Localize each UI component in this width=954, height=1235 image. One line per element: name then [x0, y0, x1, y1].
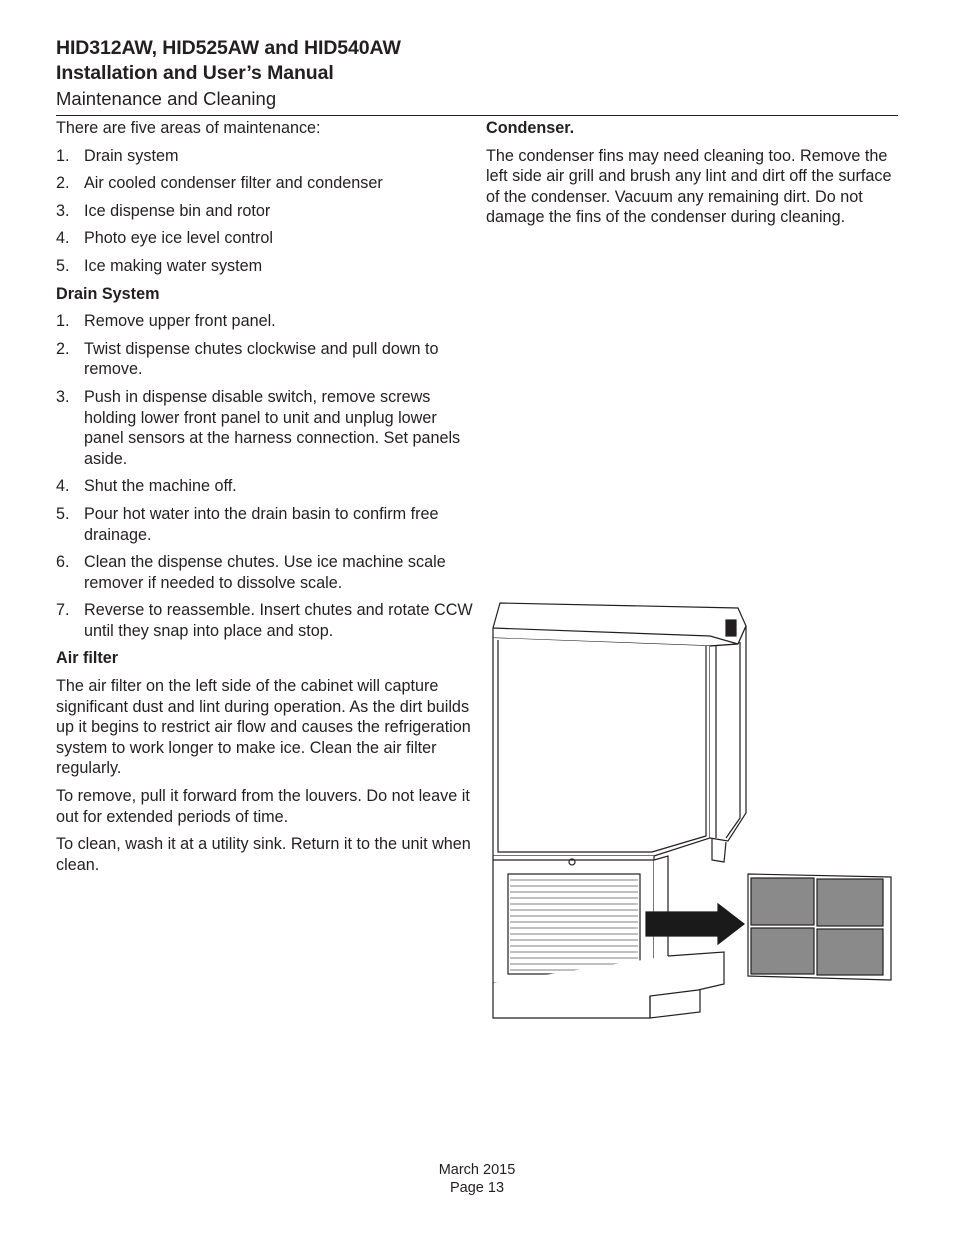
- footer-date: March 2015: [438, 1162, 516, 1178]
- air-filter-paragraph-2: To remove, pull it forward from the louvers. Do not leave it out for extended periods of time.: [56, 787, 470, 826]
- drain-system-heading: Drain System: [56, 284, 160, 303]
- page-header: [56, 36, 898, 112]
- list-item: 1. Remove upper front panel.: [56, 312, 276, 331]
- list-item: 4. Photo eye ice level control: [56, 229, 273, 248]
- list-item: 3. Ice dispense bin and rotor: [56, 201, 271, 220]
- drain-steps-list: [56, 311, 474, 641]
- list-item: 2. Air cooled condenser filter and condenser: [56, 174, 383, 193]
- list-item: 5. Ice making water system: [56, 256, 263, 275]
- list-item: 6. Clean the dispense chutes. Use ice machine scale remover if needed to dissolve scale.: [56, 553, 446, 592]
- list-item: 1. Drain system: [56, 146, 179, 165]
- header-divider: [56, 115, 898, 116]
- maintenance-intro: There are five areas of maintenance:: [56, 119, 321, 137]
- air-filter-heading: Air filter: [56, 649, 119, 668]
- maintenance-areas-list: [56, 146, 474, 277]
- condenser-heading: Condenser.: [486, 119, 575, 137]
- list-item: 4. Shut the machine off.: [56, 477, 237, 496]
- air-filter-paragraph-1: The air filter on the left side of the cabinet will capture significant dust and lint during operation. As the dirt builds up it begins to restrict air flow and causes the refrigeration system to work longer to make ice. Clean the air filter regularly.: [56, 677, 471, 778]
- upper-cabinet: [493, 638, 710, 856]
- manual-title-line1: HID312AW, HID525AW and HID540AW: [56, 37, 401, 59]
- list-item: 7. Reverse to reassemble. Insert chutes and rotate CCW until they snap into place and stop.: [56, 601, 473, 640]
- air-filter-paragraph-3: To clean, wash it at a utility sink. Return it to the unit when clean.: [56, 835, 471, 874]
- right-column: [486, 118, 896, 235]
- list-item: 5. Pour hot water into the drain basin to confirm free drainage.: [56, 504, 439, 544]
- air-grill: [508, 874, 640, 974]
- lid-latch-icon: [726, 620, 736, 636]
- list-item: 2. Twist dispense chutes clockwise and pull down to remove.: [56, 339, 439, 379]
- page-footer: [0, 1161, 954, 1197]
- list-item: 3. Push in dispense disable switch, remove screws holding lower front panel to unit and unplug lower panel sensors at the harness connection. Set panels aside.: [56, 387, 461, 468]
- section-title: Maintenance and Cleaning: [56, 88, 277, 109]
- ice-machine-filter-illustration: [488, 598, 898, 1023]
- condenser-paragraph: The condenser fins may need cleaning too. Remove the left side air grill and brush any lint and dirt off the surface of the condenser. Vacuum any remaining dirt. Do not damage the fins of the condenser during cleaning.: [486, 146, 892, 227]
- manual-title-line2: Installation and User’s Manual: [56, 62, 334, 84]
- left-column: [56, 118, 474, 882]
- air-filter-panel: [748, 874, 891, 980]
- footer-page-number: Page 13: [449, 1180, 505, 1196]
